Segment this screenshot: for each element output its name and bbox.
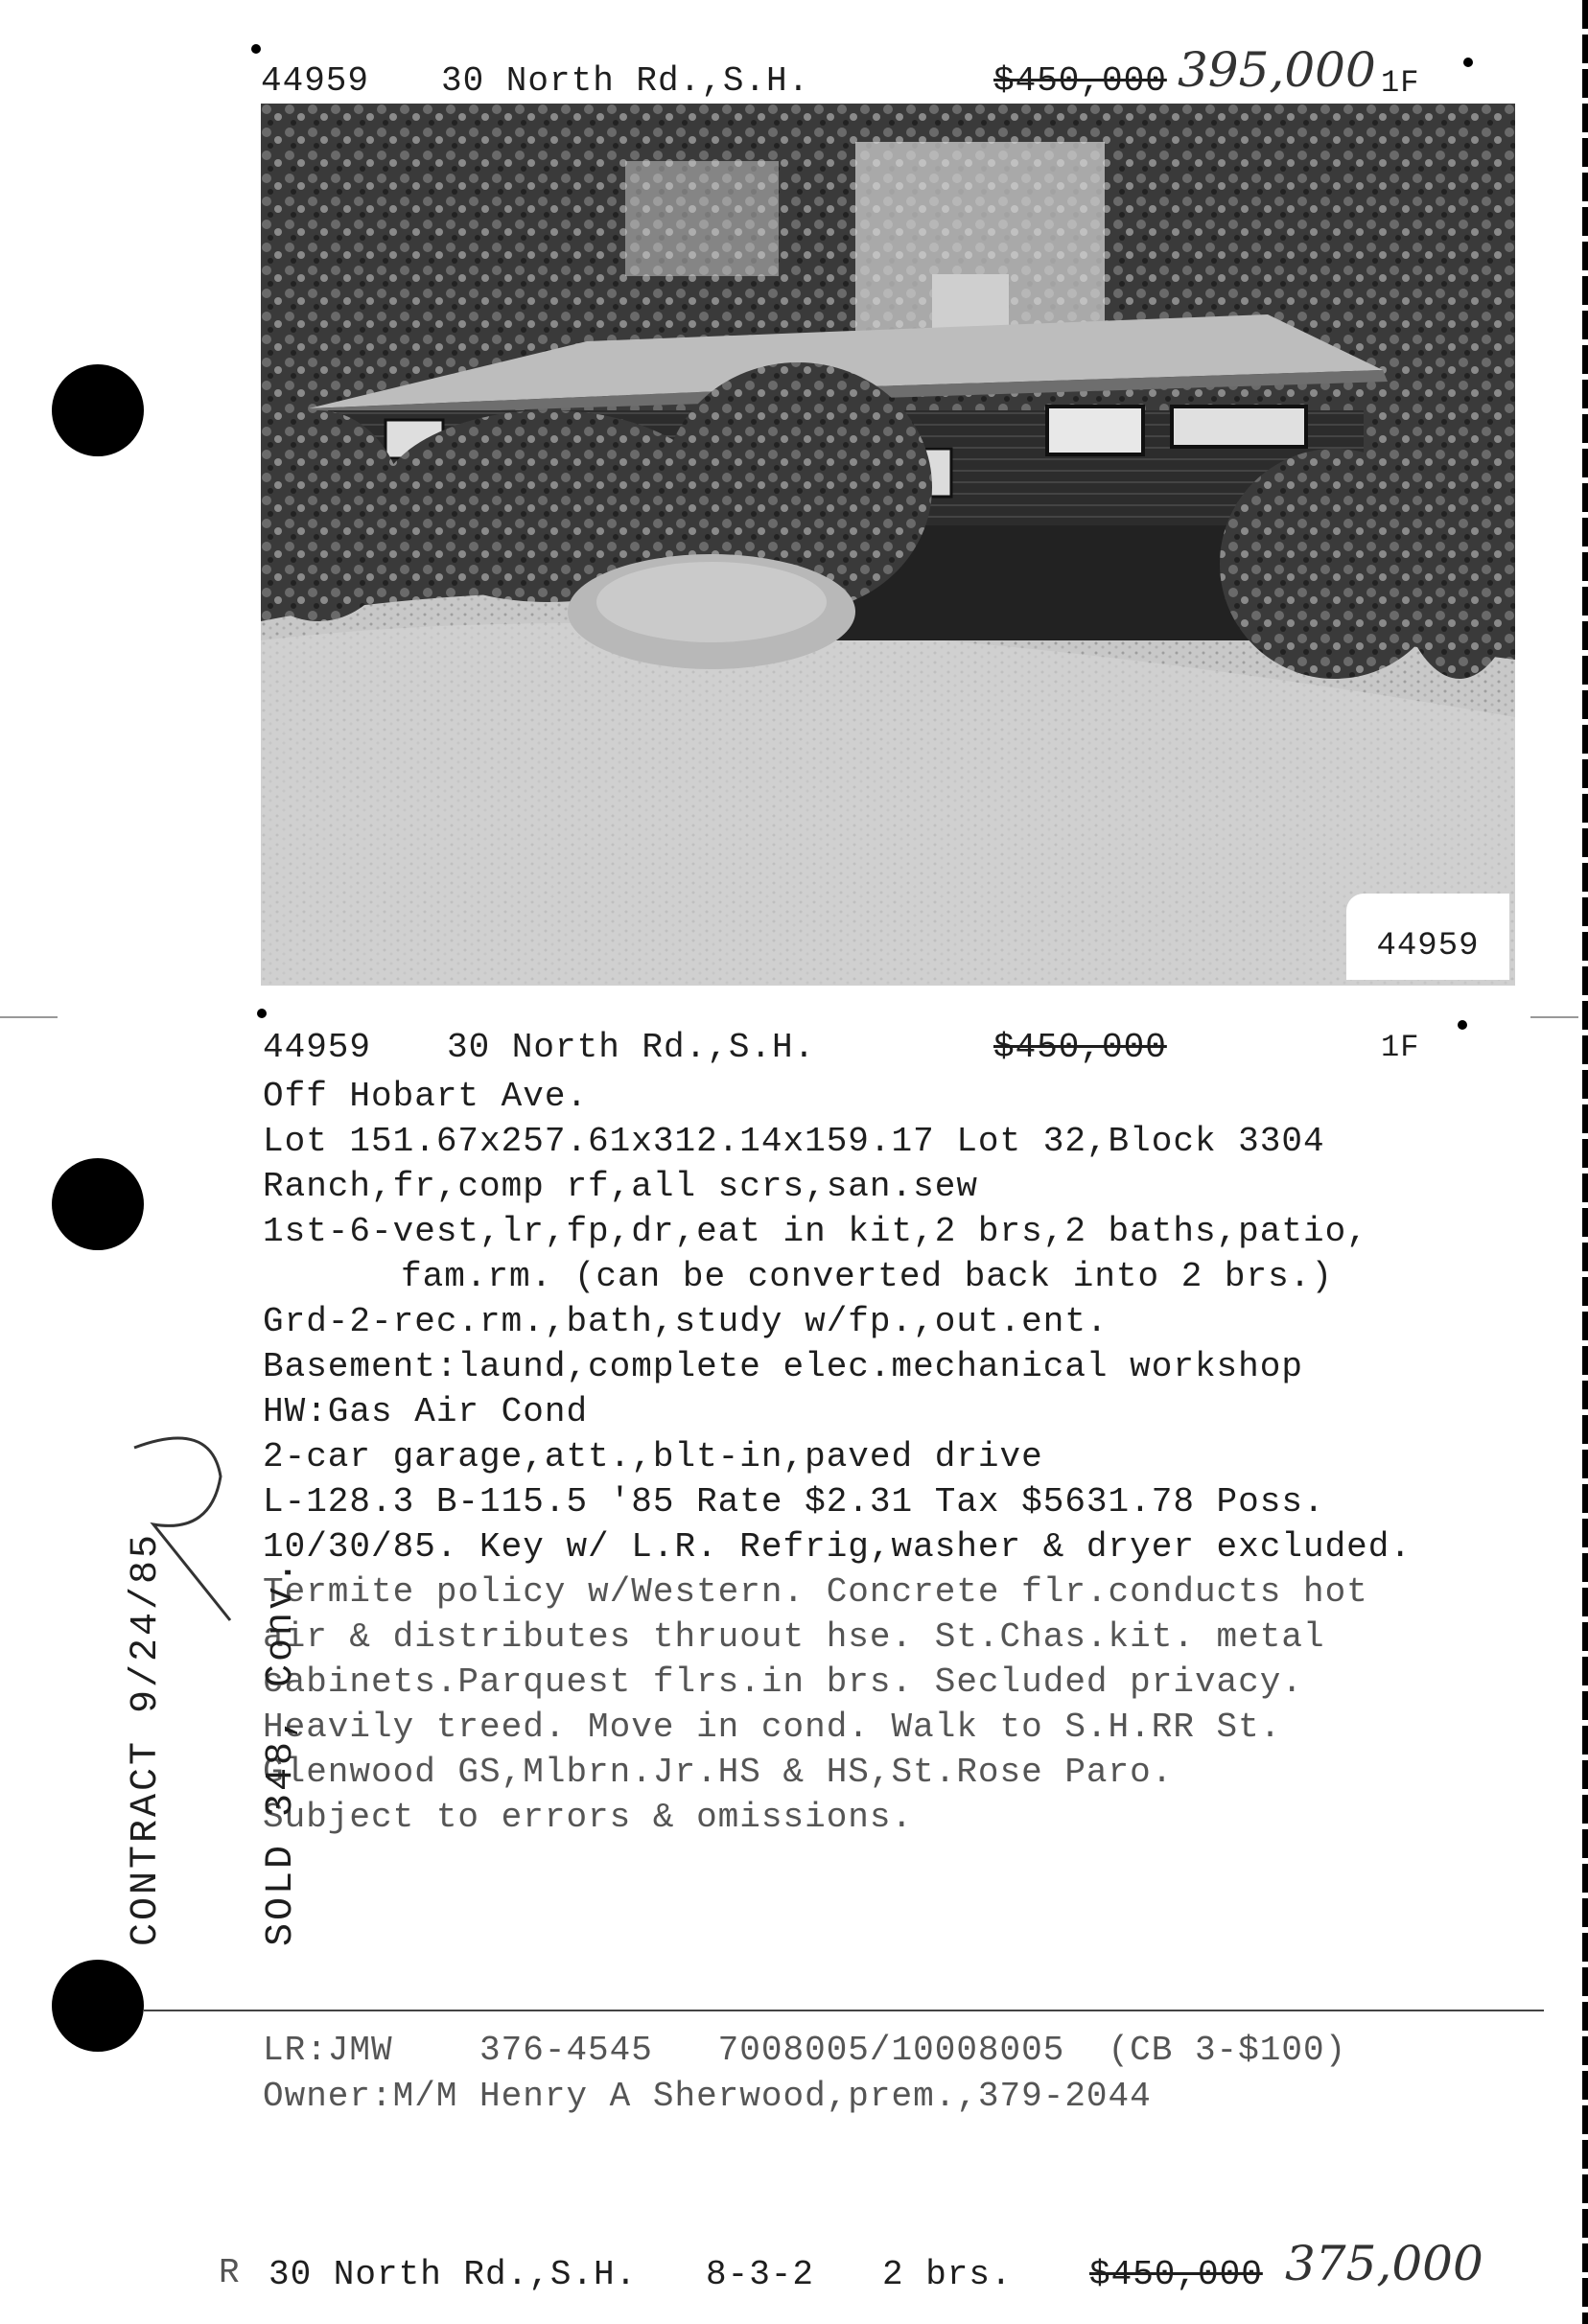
description-line: 2-car garage,att.,blt-in,paved drive <box>263 1437 1043 1476</box>
footer-price-handwritten: 375,000 <box>1285 2236 1483 2291</box>
header-price-handwritten: 395,000 <box>1178 42 1376 98</box>
description-line: Grd-2-rec.rm.,bath,study w/fp.,out.ent. <box>263 1302 1109 1341</box>
description-line: Subject to errors & omissions. <box>263 1798 914 1837</box>
listing-description <box>263 1074 1412 1840</box>
description-line: L-128.3 B-115.5 '85 Rate $2.31 Tax $5631.78 Poss. <box>263 1482 1325 1522</box>
page-edge-perforation <box>1582 0 1588 2324</box>
description-line: Off Hobart Ave. <box>263 1077 589 1116</box>
header-dot-right <box>1463 58 1473 67</box>
footer-address: 30 North Rd.,S.H. <box>269 2255 638 2294</box>
punch-hole-bottom <box>52 1960 144 2052</box>
description-line: 1st-6-vest,lr,fp,dr,eat in kit,2 brs,2 baths,patio, <box>263 1212 1368 1251</box>
card-price: $450,000 <box>993 1028 1167 1067</box>
fold-mark-right <box>1530 1016 1578 1018</box>
card-listing-number: 44959 <box>263 1028 372 1067</box>
card-address: 30 North Rd.,S.H. <box>447 1028 816 1067</box>
header-price-original: $450,000 <box>993 61 1167 101</box>
description-line: Termite policy w/Western. Concrete flr.conducts hot <box>263 1572 1368 1612</box>
photo-listing-tag: 44959 <box>1346 894 1509 980</box>
handwritten-initials <box>96 1419 240 1630</box>
description-line: HW:Gas Air Cond <box>263 1392 589 1431</box>
header-listing-number: 44959 <box>261 61 370 101</box>
description-line: Ranch,fr,comp rf,all scrs,san.sew <box>263 1167 978 1206</box>
description-line: Glenwood GS,Mlbrn.Jr.HS & HS,St.Rose Paro. <box>263 1753 1174 1792</box>
description-line: Lot 151.67x257.61x312.14x159.17 Lot 32,Block 3304 <box>263 1122 1325 1161</box>
card-floors: 1F <box>1381 1030 1420 1065</box>
description-line: 10/30/85. Key w/ L.R. Refrig,washer & dryer excluded. <box>263 1527 1412 1567</box>
description-line: Basement:laund,complete elec.mechanical workshop <box>263 1347 1303 1386</box>
description-line: Heavily treed. Move in cond. Walk to S.H.RR St. <box>263 1708 1282 1747</box>
footer-prefix: R <box>219 2253 241 2292</box>
contract-date: CONTRACT 9/24/85 <box>125 1531 168 1946</box>
card-dot-right <box>1458 1020 1467 1030</box>
description-line: cabinets.Parquest flrs.in brs. Secluded privacy. <box>263 1662 1303 1702</box>
punch-hole-middle <box>52 1158 144 1250</box>
punch-hole-top <box>52 364 144 456</box>
footer-rooms: 8-3-2 <box>706 2255 815 2294</box>
agent-contact-line: LR:JMW 376-4545 7008005/10008005 (CB 3-$100) <box>263 2031 1347 2070</box>
owner-contact-line: Owner:M/M Henry A Sherwood,prem.,379-2044 <box>263 2077 1152 2116</box>
footer-price-original: $450,000 <box>1089 2255 1263 2294</box>
header-address: 30 North Rd.,S.H. <box>441 61 810 101</box>
footer-bedrooms: 2 brs. <box>882 2255 1013 2294</box>
fold-mark-left <box>0 1016 58 1018</box>
house-photo <box>261 104 1515 986</box>
header-dot-left <box>251 44 261 54</box>
description-line: fam.rm. (can be converted back into 2 brs.) <box>401 1257 1333 1296</box>
sold-note: SOLD 348, Conv. <box>260 1557 303 1946</box>
house-photo-drawing <box>261 104 1515 986</box>
description-line: air & distributes thruout hse. St.Chas.kit. metal <box>263 1617 1325 1657</box>
header-floors: 1F <box>1381 65 1420 101</box>
card-dot-left <box>257 1009 267 1018</box>
divider-rule <box>144 2010 1544 2011</box>
